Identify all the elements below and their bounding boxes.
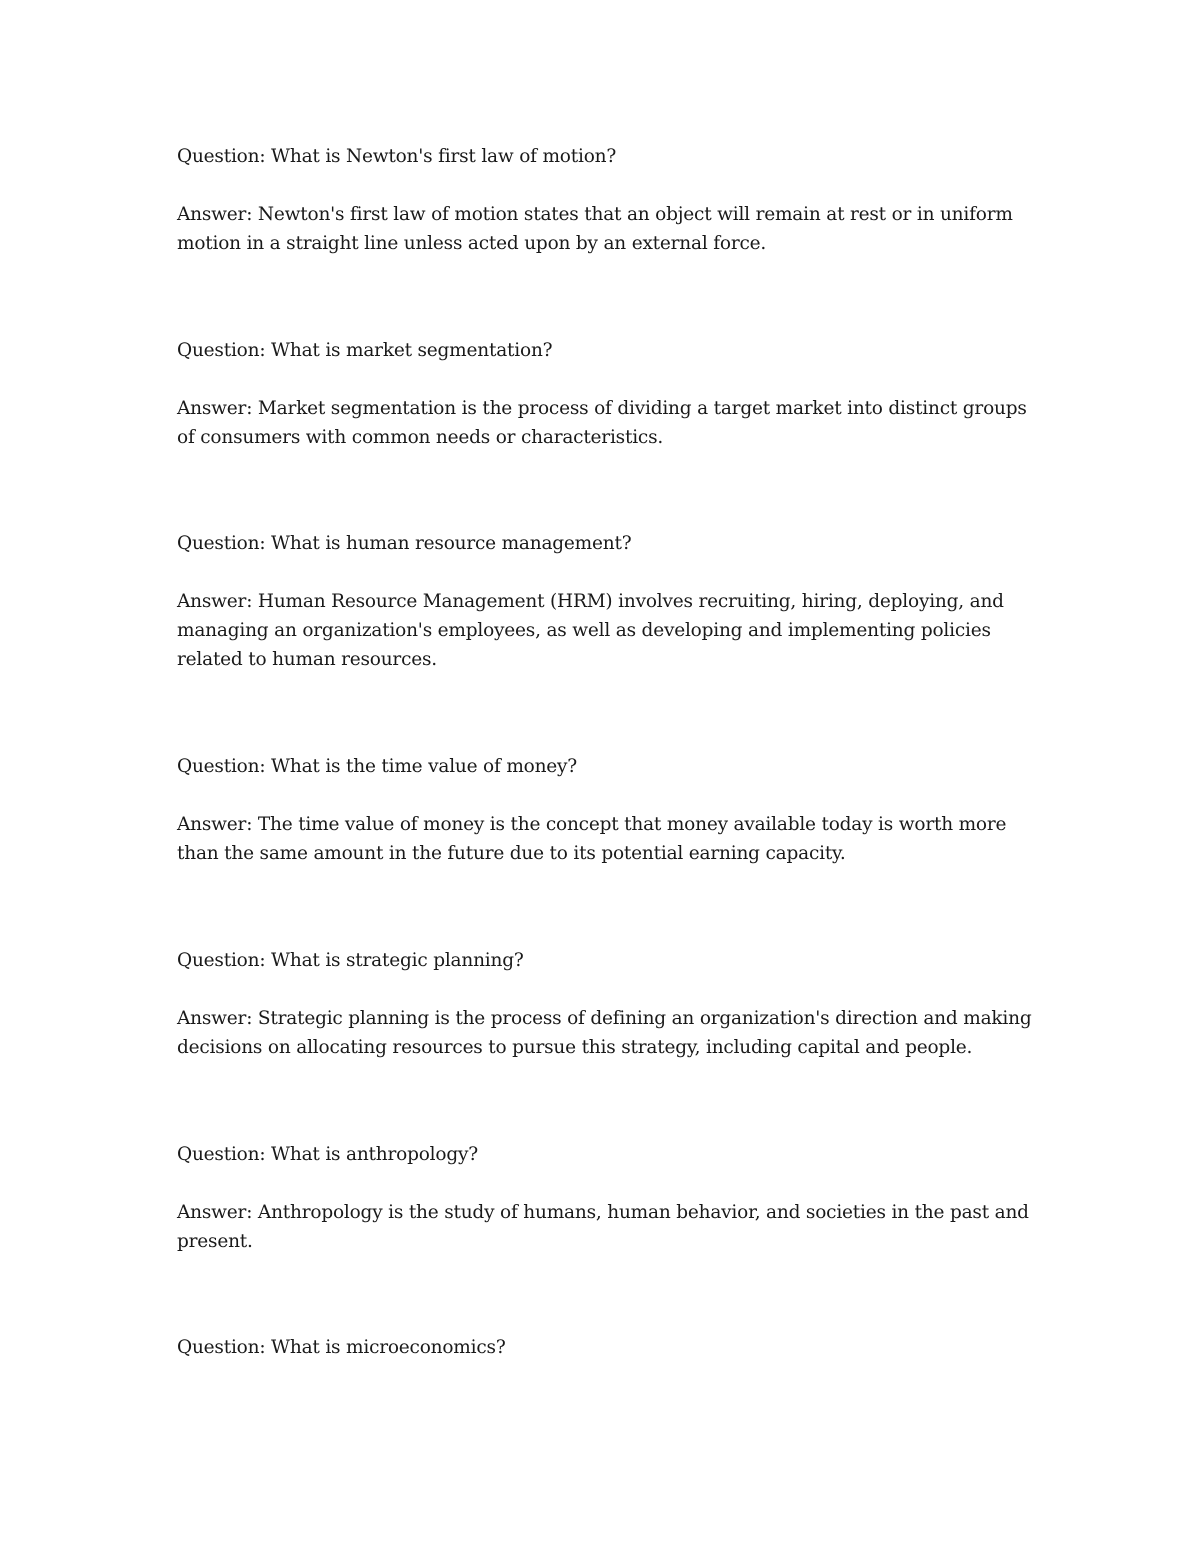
qa-block — [177, 1140, 1037, 1256]
question-text: Question: What is market segmentation? — [177, 340, 553, 361]
question-text: Question: What is strategic planning? — [177, 950, 524, 971]
answer-text: Answer: Strategic planning is the process of defining an organization's direction and making decisions on allocating resources to pursue this strategy, including capital and people. — [177, 1008, 1032, 1058]
answer-text: Answer: Market segmentation is the process of dividing a target market into distinct groups of consumers with common needs or characteristics. — [177, 398, 1027, 448]
qa-block — [177, 142, 1037, 258]
qa-block — [177, 1333, 1037, 1362]
answer-text: Answer: Human Resource Management (HRM) involves recruiting, hiring, deploying, and managing an organization's employees, as well as developing and implementing policies related to human resources. — [177, 591, 1004, 670]
question-text: Question: What is microeconomics? — [177, 1337, 506, 1358]
qa-block — [177, 529, 1037, 674]
answer-text: Answer: Newton's first law of motion states that an object will remain at rest or in uniform motion in a straight line unless acted upon by an external force. — [177, 204, 1013, 254]
question-text: Question: What is human resource management? — [177, 533, 632, 554]
question-text: Question: What is the time value of money? — [177, 756, 578, 777]
answer-text: Answer: Anthropology is the study of humans, human behavior, and societies in the past and present. — [177, 1202, 1029, 1252]
question-text: Question: What is Newton's first law of motion? — [177, 146, 617, 167]
question-text: Question: What is anthropology? — [177, 1144, 478, 1165]
answer-text: Answer: The time value of money is the concept that money available today is worth more than the same amount in the future due to its potential earning capacity. — [177, 814, 1007, 864]
qa-block — [177, 946, 1037, 1062]
qa-block — [177, 336, 1037, 452]
qa-block — [177, 752, 1037, 868]
